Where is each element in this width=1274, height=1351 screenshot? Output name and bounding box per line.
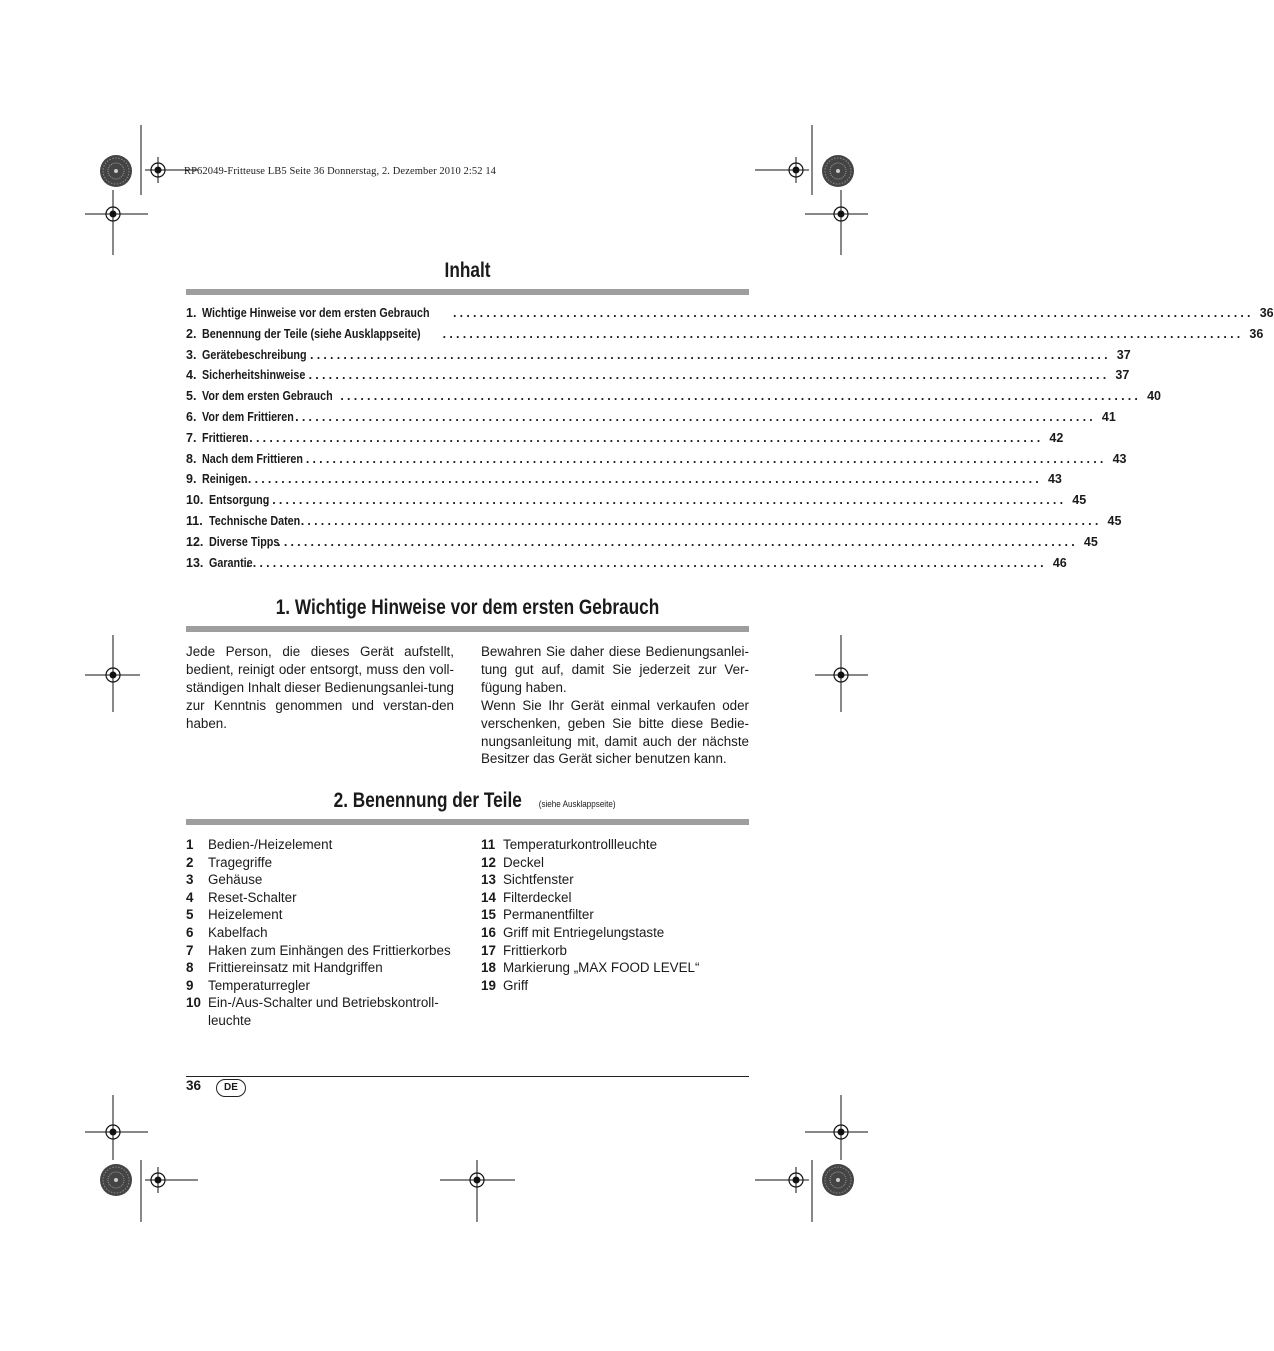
part-number: 6 [186,924,194,940]
toc-entry [186,472,1062,493]
toc-leader-dots: ........................................................................................................................ [241,472,1042,487]
section1-right-text [481,643,749,768]
toc-leader-dots: ........................................................................................................................ [242,430,1044,445]
part-number: 3 [186,872,194,888]
part-item [481,836,749,854]
toc-entry-page: 45 [1107,513,1122,528]
part-label: Markierung „MAX FOOD LEVEL“ [503,960,700,976]
toc-entry [186,409,1116,431]
part-number: 16 [481,924,496,940]
part-item [481,889,749,907]
toc-leader-dots: ........................................................................................................................ [277,534,1078,549]
part-label: Griff [503,977,529,993]
section2-heading [186,789,749,813]
part-label: Bedien-/Heizelement [208,837,333,852]
toc-entry-title: Garantie [209,555,254,570]
toc-entry-page: 43 [1112,451,1127,466]
toc-entry-title: Sicherheitshinweise [202,368,306,383]
toc-leader-dots: ........................................................................................................................ [442,326,1244,341]
toc-entry-title: Frittieren [202,430,250,445]
part-label: Temperaturkontrollleuchte [503,837,658,852]
toc-leader-dots: ........................................................................................................................ [310,347,1111,362]
part-label: Temperaturregler [208,977,310,993]
section1-left-paragraph: Jede Person, die dieses Gerät aufstellt, bedient, reinigt oder entsorgt, muss den voll-ständigen Inhalt dieser Bedienungsanlei-tung zur Kenntnis genommen und verstan-den haben. [186,644,455,731]
part-item [481,854,749,872]
toc-leader-dots: ........................................................................................................................ [308,368,1110,383]
toc-entry-number: 5. [186,389,197,404]
part-number: 13 [481,872,496,888]
toc-entry [186,306,1274,327]
toc-entry-number: 6. [186,409,197,424]
part-number: 18 [481,960,496,976]
section1-left-text [186,643,454,733]
toc-entry [186,555,1067,577]
toc-entry-number: 13. [186,555,204,570]
part-label: Kabelfach [208,924,268,940]
toc-leader-dots: ........................................................................................................................ [265,493,1067,508]
toc-entry-title: Vor dem ersten Gebrauch [202,389,334,404]
part-label: Ein-/Aus-Schalter und Betriebskontroll-leuchte [208,995,439,1028]
section1-title-rule [186,626,749,632]
part-item [186,836,466,854]
toc-entry-number: 2. [186,326,197,341]
toc-entry-title: Diverse Tipps [209,534,280,549]
part-number: 19 [481,977,496,993]
toc-entry-page: 42 [1049,430,1064,445]
toc-entry [186,513,1122,535]
part-number: 17 [481,942,496,958]
part-label: Gehäuse [208,872,263,888]
toc-entry-number: 8. [186,451,197,466]
toc-entry-page: 45 [1072,493,1087,508]
part-label: Deckel [503,854,544,870]
language-badge: DE [216,1079,246,1097]
part-item [186,977,466,995]
toc-leader-dots: ........................................................................................................................ [305,451,1107,466]
toc-title-rule [186,289,749,295]
part-number: 15 [481,907,496,923]
toc-leader-dots: ........................................................................................................................ [295,409,1096,424]
toc-entry [186,326,1264,348]
part-item [481,977,749,995]
toc-entry [186,451,1127,473]
part-number: 5 [186,907,194,923]
toc-entry-page: 46 [1052,555,1067,570]
part-item [186,906,466,924]
part-item [481,871,749,889]
part-label: Tragegriffe [208,854,273,870]
toc-entry-number: 11. [186,513,203,528]
part-item [186,994,466,1029]
part-label: Griff mit Entriegelungstaste [503,924,665,940]
part-item [186,942,466,960]
table-of-contents [186,306,1274,576]
part-label: Frittiereinsatz mit Handgriffen [208,960,383,976]
parts-list-right [481,836,749,994]
toc-entry-page: 43 [1047,472,1062,487]
part-number: 4 [186,889,194,905]
part-label: Haken zum Einhängen des Frittierkorbes [208,942,451,958]
toc-entry-page: 40 [1147,389,1161,404]
print-slug: RP62049-Fritteuse LB5 Seite 36 Donnerstag, 2. Dezember 2010 2:52 14 [184,166,497,177]
part-number: 14 [481,889,496,905]
section2-title: 2. Benennung der Teile [333,789,522,812]
toc-entry-title: Technische Daten [208,513,300,528]
part-number: 11 [481,837,496,852]
parts-list-left [186,836,466,1030]
toc-entry [186,347,1131,369]
section1-right-paragraph-1: Bewahren Sie daher diese Bedienungsanlei-tung gut auf, damit Sie jederzeit zur Ver-fügung haben. [481,644,749,695]
part-number: 2 [186,854,194,870]
toc-title: Inhalt [444,259,491,282]
part-item [186,889,466,907]
toc-entry-number: 4. [186,368,197,383]
part-item [186,854,466,872]
part-label: Sichtfenster [503,872,574,888]
toc-entry-title: Nach dem Frittieren [202,451,304,466]
part-item [186,959,466,977]
part-number: 9 [186,977,194,993]
toc-entry [186,534,1098,556]
part-item [186,924,466,942]
part-number: 12 [481,854,496,870]
toc-entry-number: 10. [186,493,204,508]
footer-rule [186,1076,749,1077]
toc-entry [186,368,1130,389]
toc-entry-title: Vor dem Frittieren [202,409,295,424]
part-number: 10 [186,995,201,1011]
part-item [481,959,749,977]
page-number: 36 [186,1078,202,1093]
toc-entry-title: Entsorgung [209,493,270,508]
part-item [481,924,749,942]
section1-right-paragraph-2: Wenn Sie Ihr Gerät einmal verkaufen oder verschenken, geben Sie bitte diese Bedie-nungsanleitung mit, damit auch der nächste Besitzer das Gerät sicher benutzen kann. [481,697,749,767]
section2-title-rule [186,819,749,825]
part-label: Heizelement [208,907,283,923]
part-item [186,871,466,889]
toc-entry [186,389,1161,410]
toc-entry-page: 36 [1259,306,1274,320]
toc-leader-dots: ........................................................................................................................ [300,513,1102,528]
part-label: Permanentfilter [503,907,594,923]
toc-entry-page: 37 [1115,368,1130,383]
toc-entry-title: Gerätebeschreibung [202,347,307,362]
toc-entry-number: 1. [186,306,197,320]
toc-entry-page: 45 [1083,534,1098,549]
section2-subtitle: (siehe Ausklappseite) [538,799,616,810]
toc-entry-title: Wichtige Hinweise vor dem ersten Gebrauch [202,306,430,320]
toc-entry-number: 7. [186,430,197,445]
section1-title: 1. Wichtige Hinweise vor dem ersten Gebrauch [275,596,660,619]
part-number: 8 [186,960,194,976]
toc-entry-number: 9. [186,472,197,487]
toc-leader-dots: ........................................................................................................................ [246,555,1047,570]
toc-entry-page: 41 [1101,409,1116,424]
toc-entry-page: 36 [1249,326,1264,341]
toc-entry-number: 3. [186,347,197,362]
part-number: 1 [186,837,194,852]
part-label: Filterdeckel [503,889,572,905]
part-label: Frittierkorb [503,942,567,958]
part-item [481,906,749,924]
part-item [481,942,749,960]
toc-entry [186,430,1064,452]
toc-entry [186,493,1087,514]
part-label: Reset-Schalter [208,889,297,905]
toc-entry-number: 12. [186,534,204,549]
toc-entry-page: 37 [1116,347,1131,362]
toc-leader-dots: ........................................................................................................................ [340,389,1142,404]
toc-leader-dots: ........................................................................................................................ [452,306,1254,320]
toc-entry-title: Benennung der Teile (siehe Ausklappseite) [202,326,422,341]
part-number: 7 [186,942,194,958]
toc-entry-title: Reinigen [202,472,248,487]
